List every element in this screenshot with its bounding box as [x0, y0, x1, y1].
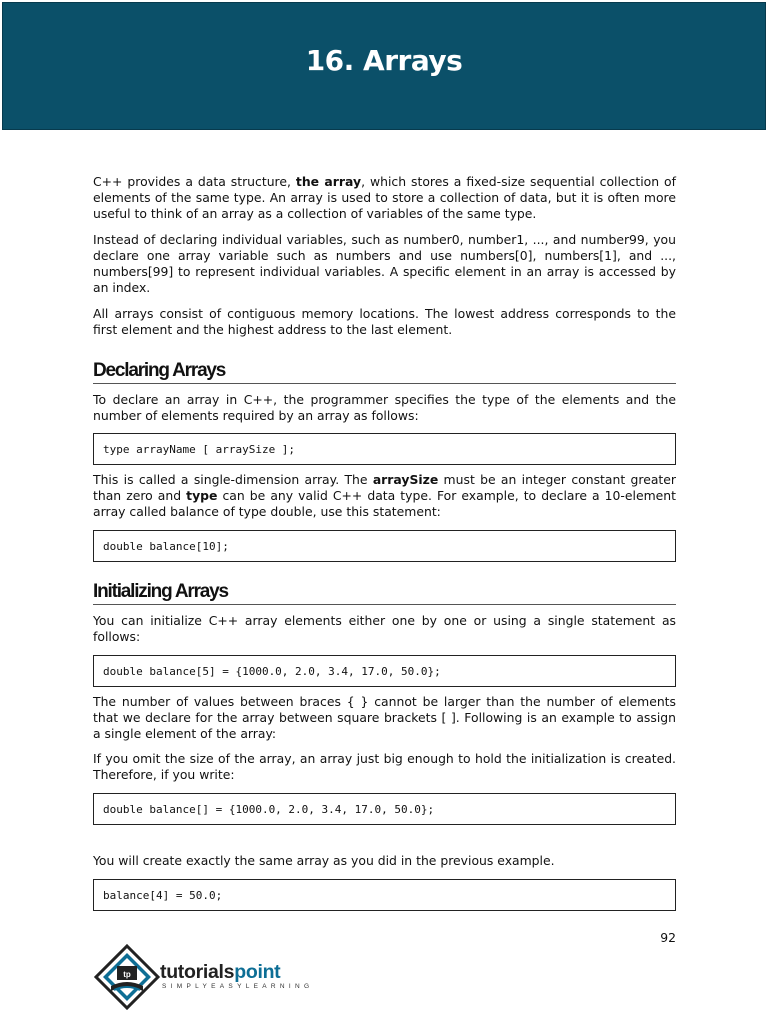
- declaring-paragraph-1: To declare an array in C++, the programmer specifies the type of the elements and the number of elements required by an array as follows:: [93, 392, 676, 423]
- initializing-paragraph-4: You will create exactly the same array as you did in the previous example.: [93, 853, 555, 868]
- chapter-title: 16. Arrays: [305, 43, 463, 77]
- logo-tagline: SIMPLYEASYLEARNING: [162, 983, 314, 990]
- initializing-paragraph-2: The number of values between braces { } cannot be larger than the number of elements that we declare for the array between square brackets [ ]. Following is an example to assign a single element of the array:: [93, 694, 676, 741]
- initializing-arrays-heading: Initializing Arrays: [93, 581, 676, 605]
- tutorialspoint-logo: [94, 944, 334, 1010]
- code-block-assign-element: balance[4] = 50.0;: [93, 879, 676, 911]
- intro-paragraph-3: All arrays consist of contiguous memory locations. The lowest address corresponds to the first element and the highest address to the last element.: [93, 306, 676, 337]
- chapter-header: [2, 2, 766, 130]
- intro-paragraph-2: Instead of declaring individual variables, such as number0, number1, ..., and number99, you declare one array variable such as numbers and use numbers[0], numbers[1], and ..., numbers[99] to represent individual variables. A specific element in an array is accessed by an index.: [93, 232, 676, 295]
- logo-wordmark: tutorialspoint: [160, 961, 281, 983]
- declaring-arrays-heading: Declaring Arrays: [93, 360, 676, 384]
- code-block-initialize: double balance[5] = {1000.0, 2.0, 3.4, 17.0, 50.0};: [93, 655, 676, 687]
- initializing-paragraph-1: You can initialize C++ array elements either one by one or using a single statement as follows:: [93, 613, 676, 644]
- page-content: [93, 174, 676, 911]
- intro-paragraph-1: C++ provides a data structure, the array, which stores a fixed-size sequential collection of elements of the same type. An array is used to store a collection of data, but it is often more useful to think of an array as a collection of variables of the same type.: [93, 174, 676, 221]
- logo-emblem-icon: [94, 944, 160, 1010]
- declaring-paragraph-2: This is called a single-dimension array. The arraySize must be an integer constant greater than zero and type can be any valid C++ data type. For example, to declare a 10-element array called balance of type double, use this statement:: [93, 472, 676, 519]
- svg-text:tp: tp: [123, 970, 131, 979]
- code-block-declare-syntax: type arrayName [ arraySize ];: [93, 433, 676, 465]
- initializing-paragraph-3: If you omit the size of the array, an array just big enough to hold the initialization is created. Therefore, if you write:: [93, 751, 676, 782]
- page-number: 92: [660, 930, 676, 945]
- code-block-initialize-unsized: double balance[] = {1000.0, 2.0, 3.4, 17.0, 50.0};: [93, 793, 676, 825]
- code-block-declare-example: double balance[10];: [93, 530, 676, 562]
